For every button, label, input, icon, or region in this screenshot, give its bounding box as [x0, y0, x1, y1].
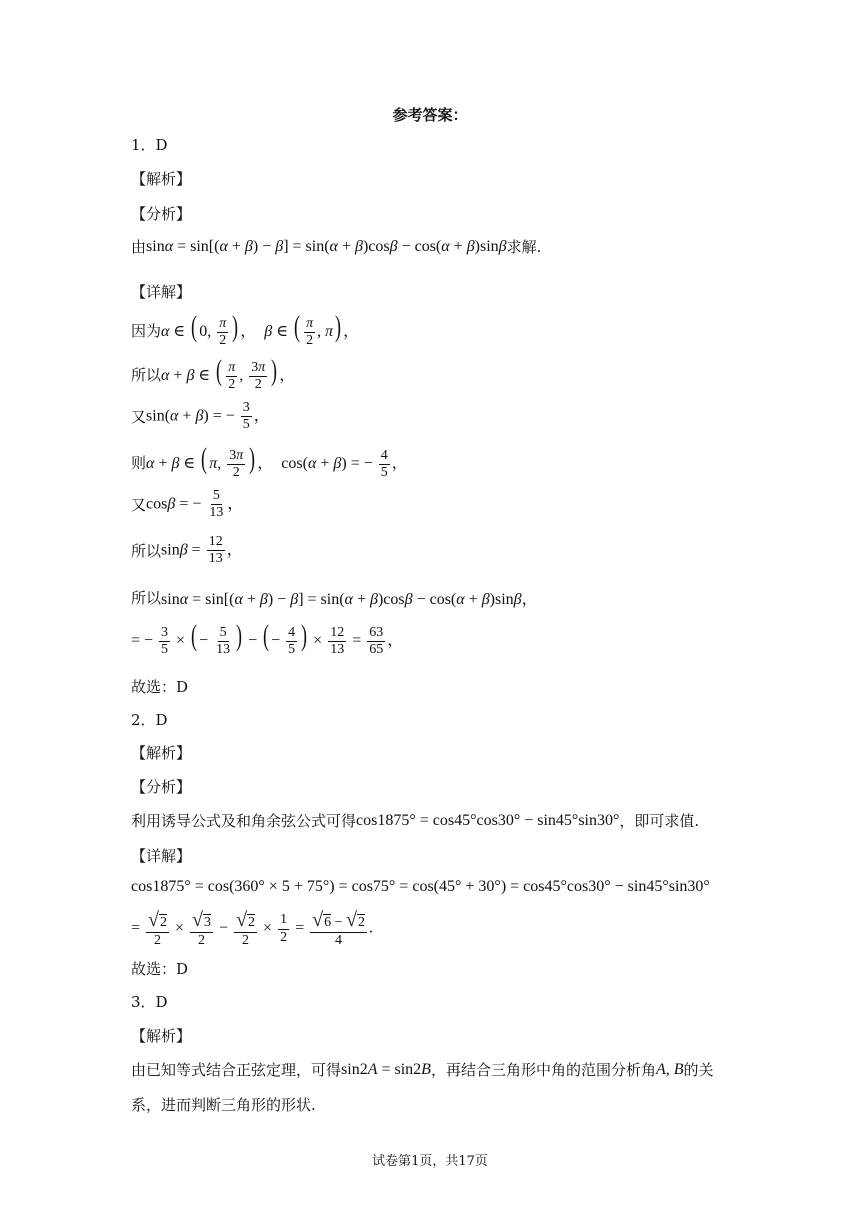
q3-label: 3．D: [131, 993, 168, 1011]
q3-text-line-2: 系，进而判断三角形的形状.: [131, 1096, 316, 1114]
q1-fenxi-heading: 【分析】: [131, 205, 192, 223]
q1-step-5: 又 cosβ = − $\frac{5}{13}$ ，: [131, 488, 244, 521]
q2-label: 2．D: [131, 711, 168, 729]
q1-step-6: 所以 sinβ = $\frac{12}{13}$ ，: [131, 534, 243, 567]
q1-fenxi-text: [131, 236, 541, 257]
q1-answer: 故选：D: [131, 678, 189, 696]
q3-text1-mid: ，再结合三角形中角的范围分析角: [430, 1061, 656, 1079]
q1-fenxi-formula: sinα = sin[(α + β) − β] = sin(α + β)cosβ − cos(α + β)sinβ: [146, 237, 507, 255]
q2-step-2: = $\frac{√2}{2}$ × $\frac{√3}{2}$ − $\frac{√2}{2}$ × $\frac{1}{2}$ = $\frac{√6 - √2}{4}$ .: [131, 909, 373, 948]
q1-step-1-prefix: 因为: [131, 321, 162, 340]
q2-step-1: cos1875° = cos(360° × 5 + 75°) = cos75° = cos(45° + 30°) = cos45°cos30° − sin45°sin30°: [131, 878, 710, 895]
q2-xiangjie-heading: 【详解】: [131, 847, 192, 865]
q1-fenxi-suffix: 求解.: [506, 238, 542, 256]
q3-text-line-1: [131, 1059, 714, 1080]
q3-jiexi-heading: 【解析】: [131, 1027, 192, 1045]
page-footer: 试卷第1页，共17页: [372, 1154, 488, 1169]
q3-formula: sin2A = sin2B: [341, 1060, 431, 1078]
q1-step-4-prefix: 则: [131, 453, 147, 472]
q1-label: 1．D: [131, 136, 168, 154]
q3-text1-suffix: 的关: [683, 1061, 714, 1079]
q1-step-7-prefix: 所以: [131, 589, 162, 607]
q1-step-4: 则 α + β ∈ ( π, $\frac{3\pi}{2}$ ) ， cos(α + β) = − $\frac{4}{5}$ ，: [131, 442, 408, 480]
q1-step-2-prefix: 所以: [131, 365, 162, 384]
q1-step-6-prefix: 所以: [131, 542, 162, 561]
q1-step-2: 所以 α + β ∈ ( $\frac{\pi}{2}$ , $\frac{3\pi}{2}$ ) ，: [131, 354, 296, 392]
q3-angles: A, B: [655, 1060, 684, 1078]
q2-answer: 故选：D: [131, 960, 189, 978]
q1-step-1: 因为 α ∈ ( 0, $\frac{\pi}{2}$ ) ， β ∈ ( $\frac{\pi}{2}$ , π) ，: [131, 310, 360, 348]
q1-step-3-prefix: 又: [131, 408, 147, 427]
q2-fenxi-heading: 【分析】: [131, 778, 192, 796]
q2-fenxi-prefix: 利用诱导公式及和角余弦公式可得: [131, 812, 357, 830]
q1-step-3: 又 sin(α + β) = − $\frac{3}{5}$ ，: [131, 400, 270, 433]
q1-step-8: = − $\frac{3}{5}$ × ( − $\frac{5}{13}$ ) − ( − $\frac{4}{5}$ ) × $\frac{12}{13}$ = $\frac{63}{65}$ ，: [131, 619, 404, 657]
q2-fenxi-suffix: ，即可求值.: [619, 812, 700, 830]
q2-fenxi-text: [131, 810, 699, 831]
q1-fenxi-prefix: 由: [131, 238, 147, 256]
page-title: 参考答案：: [392, 106, 468, 124]
q2-fenxi-formula: cos1875° = cos45°cos30° − sin45°sin30°: [356, 811, 620, 829]
q1-xiangjie-heading: 【详解】: [131, 283, 192, 301]
q1-step-5-prefix: 又: [131, 496, 147, 515]
q3-text1-prefix: 由已知等式结合正弦定理，可得: [131, 1061, 342, 1079]
q1-step-7: 所以 sinα = sin[(α + β) − β] = sin(α + β)cosβ − cos(α + β)sinβ，: [131, 589, 538, 608]
q1-jiexi-heading: 【解析】: [131, 170, 192, 188]
q2-jiexi-heading: 【解析】: [131, 744, 192, 762]
